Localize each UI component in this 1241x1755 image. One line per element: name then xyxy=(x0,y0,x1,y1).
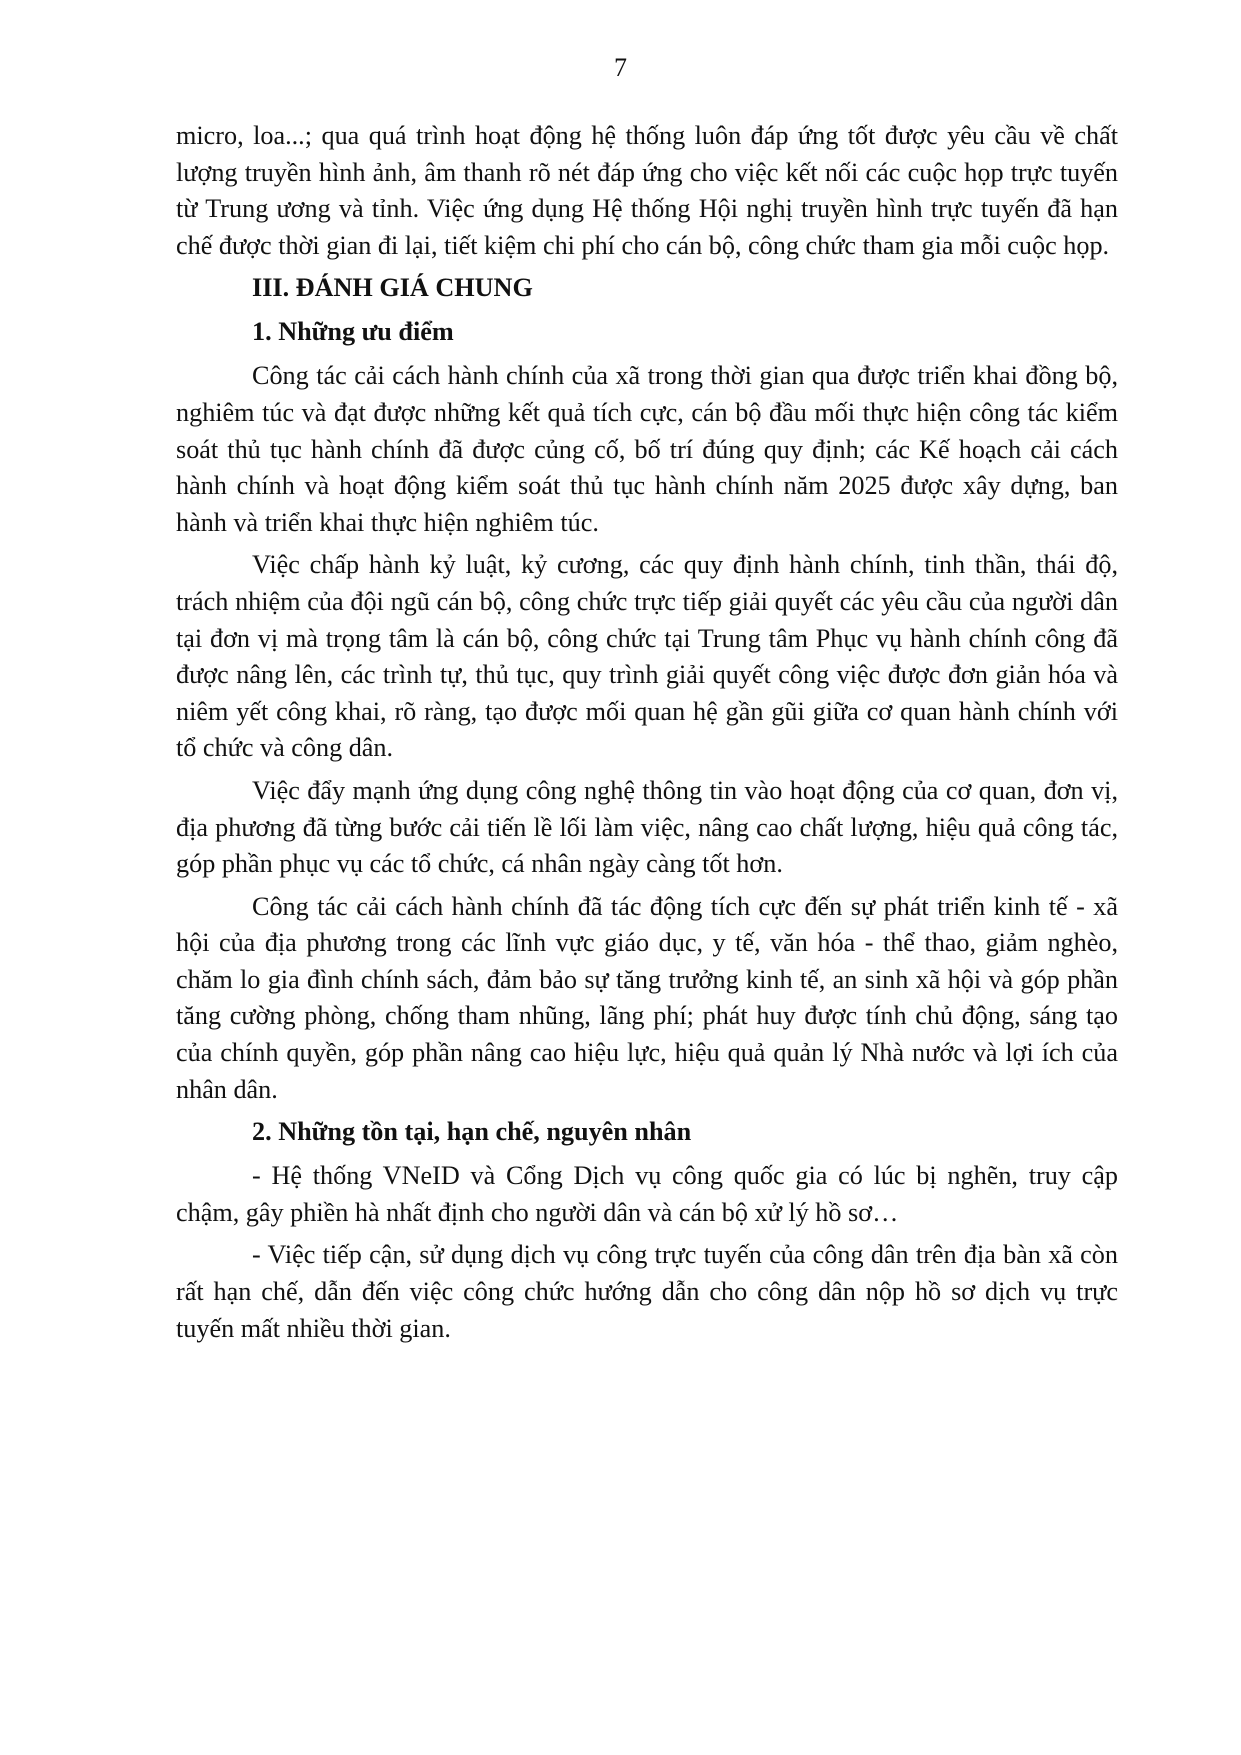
paragraph: Việc đẩy mạnh ứng dụng công nghệ thông tin vào hoạt động của cơ quan, đơn vị, địa phương đã từng bước cải tiến lề lối làm việc, nâng cao chất lượng, hiệu quả công tác, góp phần phục vụ các tổ chức, cá nhân ngày càng tốt hơn. xyxy=(176,775,1118,879)
paragraph: Việc chấp hành kỷ luật, kỷ cương, các quy định hành chính, tinh thần, thái độ, trách nhiệm của đội ngũ cán bộ, công chức trực tiếp giải quyết các yêu cầu của người dân tại đơn vị mà trọng tâm là cán bộ, công chức tại Trung tâm Phục vụ hành chính công đã được nâng lên, các trình tự, thủ tục, quy trình giải quyết công việc được đơn giản hóa và niêm yết công khai, rõ ràng, tạo được mối quan hệ gần gũi giữa cơ quan hành chính với tổ chức và công dân. xyxy=(176,550,1118,763)
paragraph: Công tác cải cách hành chính đã tác động tích cực đến sự phát triển kinh tế - xã hội của địa phương trong các lĩnh vực giáo dục, y tế, văn hóa - thể thao, giảm nghèo, chăm lo gia đình chính sách, đảm bảo sự tăng trưởng kinh tế, an sinh xã hội và góp phần tăng cường phòng, chống tham nhũng, lãng phí; phát huy được tính chủ động, sáng tạo của chính quyền, góp phần nâng cao hiệu lực, hiệu quả quản lý Nhà nước và lợi ích của nhân dân. xyxy=(176,891,1118,1104)
subsection-heading: 1. Những ưu điểm xyxy=(252,317,454,347)
paragraph: Công tác cải cách hành chính của xã trong thời gian qua được triển khai đồng bộ, nghiêm túc và đạt được những kết quả tích cực, cán bộ đầu mối thực hiện công tác kiểm soát thủ tục hành chính đã được củng cố, bố trí đúng quy định; các Kế hoạch cải cách hành chính và hoạt động kiểm soát thủ tục hành chính năm 2025 được xây dựng, ban hành và triển khai thực hiện nghiêm túc. xyxy=(176,361,1118,537)
list-item: - Việc tiếp cận, sử dụng dịch vụ công trực tuyến của công dân trên địa bàn xã còn rất hạn chế, dẫn đến việc công chức hướng dẫn cho công dân nộp hồ sơ dịch vụ trực tuyến mất nhiều thời gian. xyxy=(176,1240,1118,1343)
subsection-limitations xyxy=(176,1114,1118,1347)
section-heading: III. ĐÁNH GIÁ CHUNG xyxy=(252,273,533,303)
page-number: 7 xyxy=(614,53,627,82)
document-body xyxy=(176,118,1118,1353)
subsection-strengths xyxy=(176,314,1118,1108)
list-item: - Hệ thống VNeID và Cổng Dịch vụ công quốc gia có lúc bị nghẽn, truy cập chậm, gây phiền hà nhất định cho người dân và cán bộ xử lý hồ sơ… xyxy=(176,1161,1118,1227)
subsection-heading: 2. Những tồn tại, hạn chế, nguyên nhân xyxy=(252,1117,692,1147)
intro-paragraph: micro, loa...; qua quá trình hoạt động hệ thống luôn đáp ứng tốt được yêu cầu về chất lượng truyền hình ảnh, âm thanh rõ nét đáp ứng cho việc kết nối các cuộc họp trực tuyến từ Trung ương và tỉnh. Việc ứng dụng Hệ thống Hội nghị truyền hình trực tuyến đã hạn chế được thời gian đi lại, tiết kiệm chi phí cho cán bộ, công chức tham gia mỗi cuộc họp. xyxy=(176,121,1118,260)
